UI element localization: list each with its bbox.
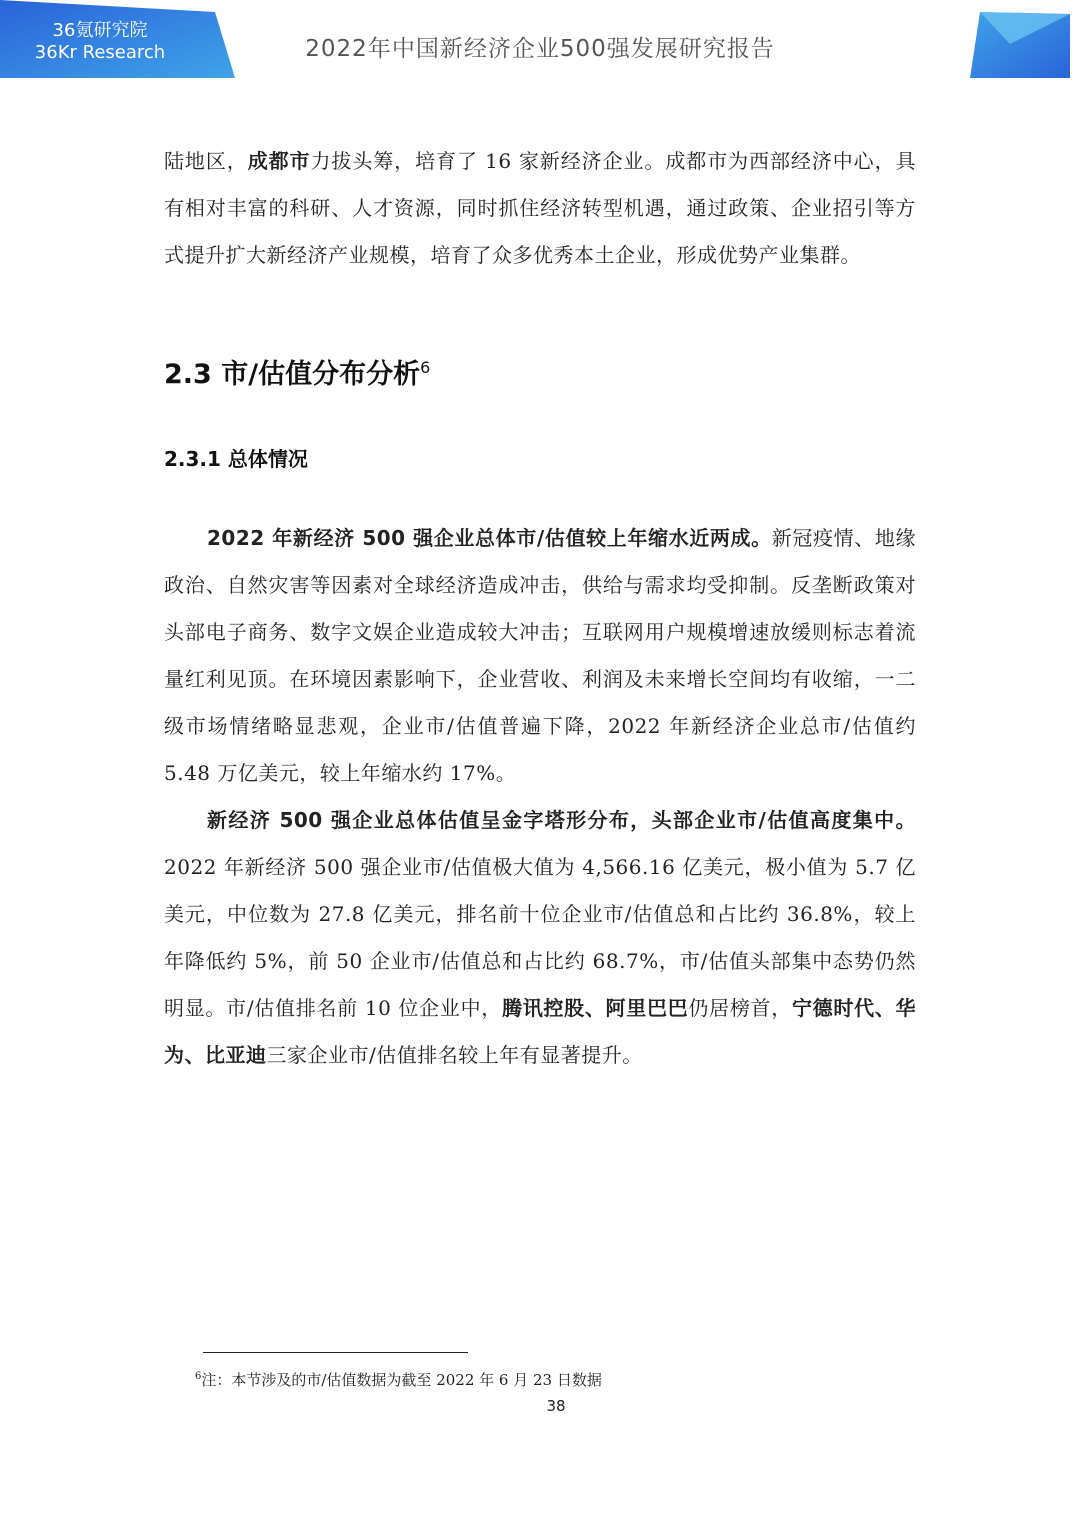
page-header <box>0 0 1080 82</box>
logo-cn: 36氪研究院 <box>52 20 148 41</box>
logo-en: 36Kr Research <box>34 42 166 63</box>
subsection-heading: 2.3.1 总体情况 <box>164 447 308 471</box>
body-text <box>164 515 916 1079</box>
p2-lead: 2022 年新经济 500 强企业总体市/估值较上年缩水近两成。 <box>207 526 772 550</box>
paragraph-2 <box>164 515 916 797</box>
p3-lead: 新经济 500 强企业总体估值呈金字塔形分布，头部企业市/估值高度集中。 <box>207 808 916 832</box>
p3-text-2: 仍居榜首， <box>688 996 792 1020</box>
section-heading-text: 2.3 市/估值分布分析 <box>164 359 421 390</box>
footnote-ref: 6 <box>420 358 431 377</box>
footnote-text: 注：本节涉及的市/估值数据为截至 2022 年 6 月 23 日数据 <box>201 1371 602 1389</box>
paragraph-3 <box>164 797 916 1079</box>
paragraph-1 <box>164 138 916 279</box>
footnote-divider <box>203 1352 468 1353</box>
p1-text-a: 陆地区， <box>164 149 248 173</box>
p1-text-c: 力拔头筹，培育了 16 家新经济企业。成都市为西部经济中心，具有相对丰富的科研、人才资源，同时抓住经济转型机遇，通过政策、企业招引等方式提升扩大新经济产业规模，培育了众多优秀本土企业，形成优势产业集群。 <box>164 149 917 267</box>
p3-text-3: 三家企业市/估值排名较上年有显著提升。 <box>266 1043 643 1067</box>
page-number: 38 <box>546 1397 566 1415</box>
section-heading <box>164 352 430 391</box>
p3-text: 2022 年新经济 500 强企业市/估值极大值为 4,566.16 亿美元，极小值为 5.7 亿美元，中位数为 27.8 亿美元，排名前十位企业市/估值总和占比约 36.8%，较上年降低约 5%，前 50 企业市/估值总和占比约 68.7%，市/估值头部集中态势仍然明显。市/估值排名前 10 位企业中， <box>164 855 916 1020</box>
p3-bold-companies-2: 宁德时代、华为、比亚迪 <box>164 996 917 1067</box>
report-title: 2022年中国新经济企业500强发展研究报告 <box>305 36 775 62</box>
footnote-mark: 6 <box>195 1371 202 1382</box>
corner-decoration <box>970 0 1080 80</box>
p3-bold-companies-1: 腾讯控股、阿里巴巴 <box>502 996 689 1020</box>
p2-text: 新冠疫情、地缘政治、自然灾害等因素对全球经济造成冲击，供给与需求均受抑制。反垄断政策对头部电子商务、数字文娱企业造成较大冲击；互联网用户规模增速放缓则标志着流量红利见顶。在环境因素影响下，企业营收、利润及未来增长空间均有收缩，一二级市场情绪略显悲观，企业市/估值普遍下降，2022 年新经济企业总市/估值约 5.48 万亿美元，较上年缩水约 17%。 <box>164 526 917 785</box>
p1-bold: 成都市 <box>247 149 311 173</box>
footnote <box>195 1369 602 1390</box>
